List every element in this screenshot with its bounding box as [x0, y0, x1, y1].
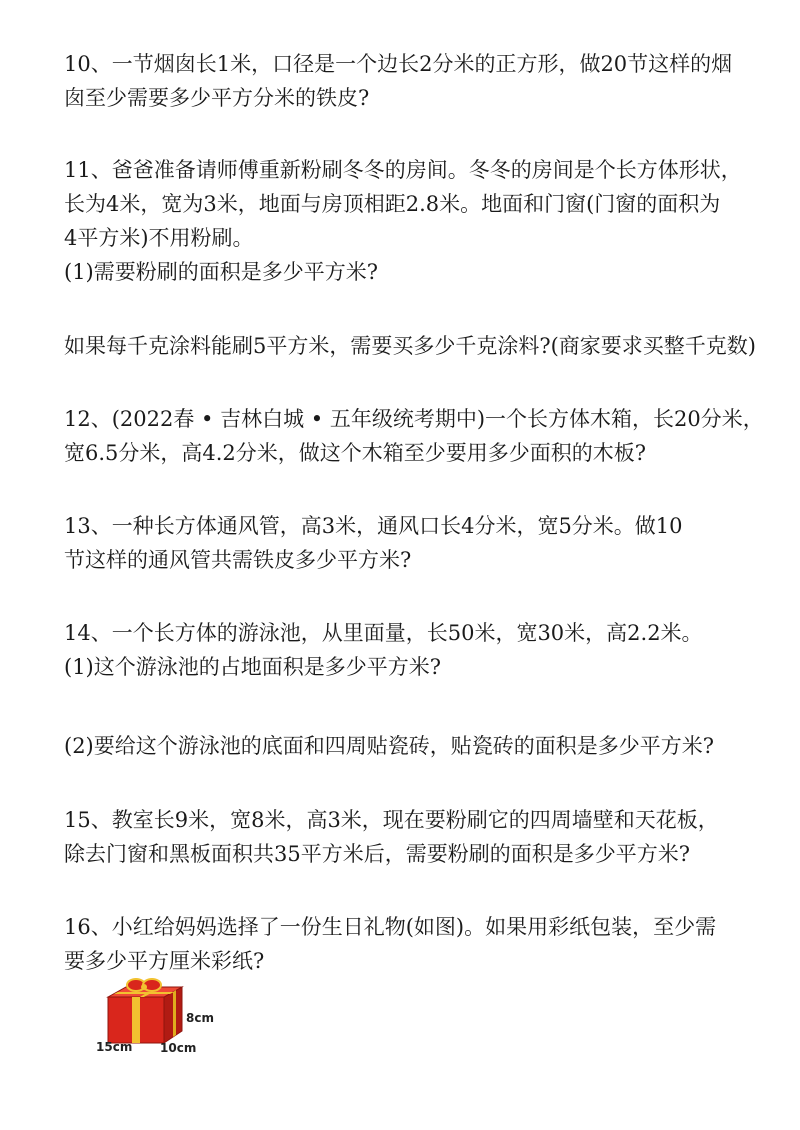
q15-line-1: 15、教室长9米，宽8米，高3米，现在要粉刷它的四周墙壁和天花板，: [64, 808, 719, 832]
q12-line-1: 12、(2022春 • 吉林白城 • 五年级统考期中)一个长方体木箱，长20分米，: [64, 407, 764, 431]
q16-line-1: 16、小红给妈妈选择了一份生日礼物(如图)。如果用彩纸包装，至少需: [64, 915, 717, 939]
length-label: 15cm: [96, 1040, 133, 1054]
q11-line-2: 长为4米，宽为3米，地面与房顶相距2.8米。地面和门窗(门窗的面积为: [64, 192, 721, 216]
q11-line-3: 4平方米)不用粉刷。: [64, 226, 254, 250]
q13-line-2: 节这样的通风管共需铁皮多少平方米?: [64, 548, 412, 572]
q12-line-2: 宽6.5分米，高4.2分米，做这个木箱至少要用多少面积的木板?: [64, 441, 647, 465]
gift-box-figure: [92, 975, 232, 1065]
q11-sub-2: 如果每千克涂料能刷5平方米，需要买多少千克涂料?(商家要求买整千克数): [64, 334, 757, 358]
q10-line-2: 囱至少需要多少平方分米的铁皮?: [64, 86, 370, 110]
height-label: 8cm: [186, 1011, 214, 1025]
gift-box-icon: [92, 975, 192, 1050]
q15-line-2: 除去门窗和黑板面积共35平方米后，需要粉刷的面积是多少平方米?: [64, 842, 690, 866]
width-label: 10cm: [160, 1041, 197, 1055]
q14-line-1: 14、一个长方体的游泳池，从里面量，长50米，宽30米，高2.2米。: [64, 621, 703, 645]
q11-sub-1: (1)需要粉刷的面积是多少平方米?: [64, 260, 379, 284]
q11-line-1: 11、爸爸准备请师傅重新粉刷冬冬的房间。冬冬的房间是个长方体形状，: [64, 158, 742, 182]
q16-line-2: 要多少平方厘米彩纸?: [64, 949, 265, 973]
q14-sub-2: (2)要给这个游泳池的底面和四周贴瓷砖，贴瓷砖的面积是多少平方米?: [64, 734, 715, 758]
q13-line-1: 13、一种长方体通风管，高3米，通风口长4分米，宽5分米。做10: [64, 514, 683, 538]
q10-line-1: 10、一节烟囱长1米，口径是一个边长2分米的正方形，做20节这样的烟: [64, 52, 733, 76]
q14-sub-1: (1)这个游泳池的占地面积是多少平方米?: [64, 655, 442, 679]
